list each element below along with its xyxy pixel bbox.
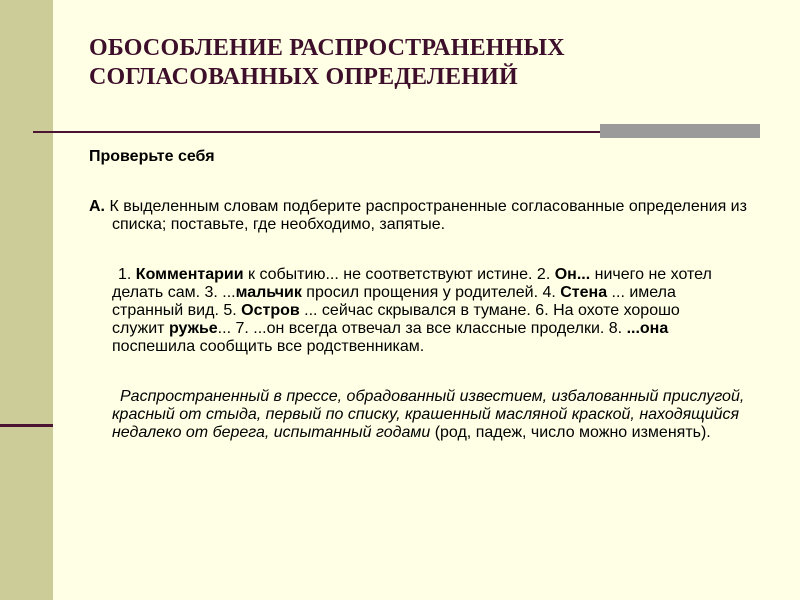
keyword-highlight: Остров — [241, 302, 300, 319]
exercise-sentences — [89, 266, 761, 356]
choices-note: (род, падеж, число можно изменять). — [430, 424, 711, 441]
sentence-text: просил прощения у родителей. 4. — [301, 284, 561, 301]
sentence-text: ничего не хотел делать сам. 3. ... — [112, 266, 712, 301]
sentence-text: ... 7. ...он всегда отвечал за все классные проделки. 8. — [217, 320, 627, 337]
title-divider-bar — [600, 124, 760, 138]
keyword-highlight: Стена — [560, 284, 608, 301]
task-paragraph — [89, 198, 761, 234]
choices-list: Распространенный в прессе, обрадованный известием, избалованный прислугой, красный от стыда, первый по списку, крашенный масляной краской, находящийся недалеко от берега, испытанный годами — [112, 388, 745, 441]
slide-title: ОБОСОБЛЕНИЕ РАСПРОСТРАНЕННЫХ СОГЛАСОВАННЫХ ОПРЕДЕЛЕНИЙ — [89, 35, 565, 90]
title-divider-line — [33, 131, 600, 133]
sentence-text: поспешила сообщить все родственникам. — [112, 338, 425, 355]
sentence-text: ... сейчас скрывался в тумане. 6. На охоте хорошо служит — [112, 302, 680, 337]
keyword-highlight: Он... — [554, 266, 591, 283]
task-label: А. — [89, 198, 105, 215]
choices-paragraph — [89, 388, 761, 442]
sentence-text: 1. — [118, 266, 136, 283]
keyword-highlight: ...она — [626, 320, 669, 337]
sentence-text: к событию... не соответствуют истине. 2. — [243, 266, 555, 283]
keyword-highlight: ружье — [168, 320, 218, 337]
section-heading: Проверьте себя — [89, 148, 215, 165]
keyword-highlight: мальчик — [235, 284, 302, 301]
keyword-highlight: Комментарии — [135, 266, 244, 283]
slide-body — [89, 148, 761, 442]
sentence-text: ... имела странный вид. 5. — [112, 284, 676, 319]
left-decor-stripe — [0, 0, 53, 600]
task-text: К выделенным словам подберите распространенные согласованные определения из списка; поставьте, где необходимо, запятые. — [105, 198, 747, 233]
left-stripe-divider — [0, 424, 53, 427]
